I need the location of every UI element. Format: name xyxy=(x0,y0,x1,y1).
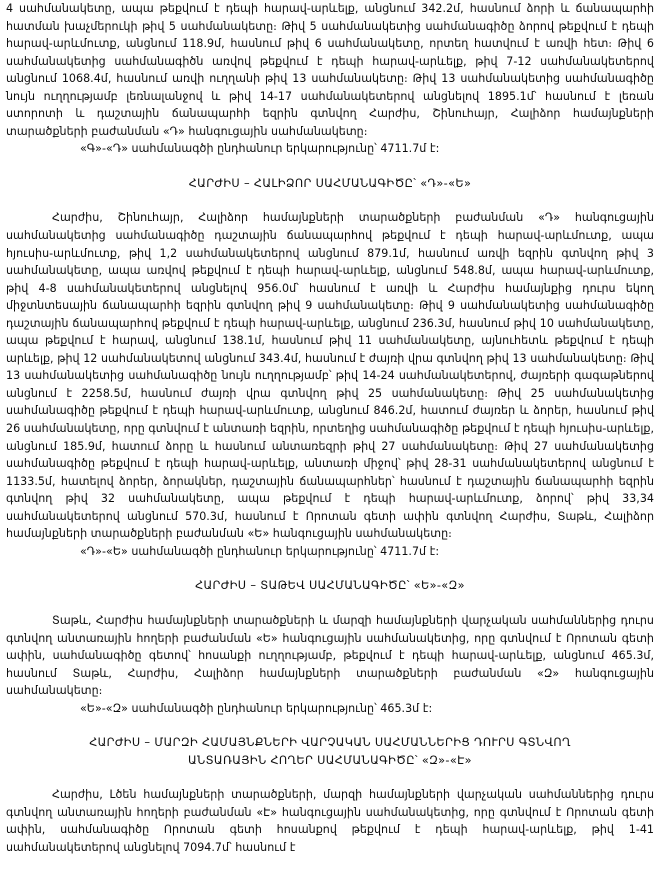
spacer-after-heading-z-e2 xyxy=(6,769,654,786)
section-heading-harzhis-forest-lands-line2: ԱՆՏԱՌԱՅԻՆ ՀՈՂԵՐ ՍԱՀՄԱՆԱԳԻԾԸ՝ «Զ»-«Է» xyxy=(188,753,472,767)
spacer-after-heading-d-e xyxy=(6,192,654,209)
spacer-before-heading-e-z xyxy=(6,560,654,577)
result-length-d-e: «Դ»-«Ե» սահմանագծի ընդհանուր երկարությունը՝ 4711.7մ է: xyxy=(80,544,440,558)
spacer-after-heading-e-z xyxy=(6,595,654,612)
document-body xyxy=(6,0,654,857)
section-heading-harzhis-forest-lands-line1: ՀԱՐԺԻՍ – ՄԱՐԶԻ ՀԱՄԱՅՆՔՆԵՐԻ ՎԱՐՉԱԿԱՆ ՍԱՀՄԱՆՆԵՐԻՑ ԴՈՒՐՍ ԳՏՆՎՈՂ xyxy=(89,736,571,750)
paragraph-boundary-e-z: Տաթև, Հարժիս համայնքների տարածքների և մարզի համայնքների վարչական սահմաններից դուրս գտնվող անտառային հողերի բաժանման «Ե» հանգուցային սահմանակետից, որը գտնվում է Որոտան գետի ափին, սահմանագիծը գետով՝ հոսանքի ուղղությամբ, թեքվում է դեպի հարավ-արևելք, անցնում 465.3մ, հասնում Տաթև, Հարժիս, Հալիձոր համայնքների տարածքների բաժանման «Զ» հանգուցային սահմանակետը։ xyxy=(6,613,654,698)
result-length-g-d: «Գ»-«Դ» սահմանագծի ընդհանուր երկարությունը՝ 4711.7մ է: xyxy=(80,142,440,156)
spacer-before-heading-d-e xyxy=(6,158,654,175)
section-heading-harzhis-tatev: ՀԱՐԺԻՍ – ՏԱԹԵՎ ՍԱՀՄԱՆԱԳԻԾԸ՝ «Ե»-«Զ» xyxy=(195,579,465,593)
paragraph-boundary-z-e2: Հարժիս, Լծեն համայնքների տարածքների, մարզի համայնքների վարչական սահմաններից դուրս գտնվող անտառային հողերի բաժանման «Է» հանգուցային սահմանակետից, որը գտնվում է Որոտան գետի ափին, սահմանագիծը Որոտան գետի հոսանքով թեքվում է դեպի հարավ-արևելք, թիվ 1-41 սահմանակետերով անցնելով 7094.7մ՝ հասնում է xyxy=(6,788,654,854)
spacer-before-heading-z-e2 xyxy=(6,717,654,734)
paragraph-boundary-g-d-continued: 4 սահմանակետը, ապա թեքվում է դեպի հարավ-արևելք, անցնում 342.2մ, հասնում ձորի և ճանապարհի հատման խաչմերուկի թիվ 5 սահմանակետը։ Թիվ 5 սահմանակետից սահմանագիծը ձորով թեքվում է դեպի հարավ-արևմուտք, անցնում 118.9մ, հասնում թիվ 6 սահմանակետը, որտեղ հատվում է առվի հետ։ Թիվ 6 սահմանակետից սահմանագիծն առվով թեքվում է դեպի հարավ-արևելք, թիվ 7-12 սահմանակետերով անցնում 1068.4մ, հասնում առվի ուղղանի թիվ 13 սահմանակետը։ Թիվ 13 սահմանակետից սահմանագիծը նույն ուղղությամբ լեռնալանջով և թիվ 14-17 սահմանակետերով անցնելով 1895.1մ՝ հասնում է լեռան ստորոտի և դաշտային ճանապարհի եզրին գտնվող Հարժիս, Շինուհայր, Հալիձոր համայնքների տարածքների բաժանման «Դ» հանգուցային սահմանակետը։ xyxy=(6,2,654,138)
result-length-e-z: «Ե»-«Զ» սահմանագծի ընդհանուր երկարությունը՝ 465.3մ է: xyxy=(80,701,433,715)
paragraph-boundary-d-e: Հարժիս, Շինուհայր, Հալիձոր համայնքների տարածքների բաժանման «Դ» հանգուցային սահմանակետից սահմանագիծը դաշտային ճանապարհով թեքվում է դեպի հարավ-արևմուտք, ապա հյուսիս-արևմուտք, թիվ 1,2 սահմանակետերով անցնում 879.1մ, հասնում առվի եզրին գտնվող թիվ 3 սահմանակետը, ապա առվով թեքվում է դեպի հարավ-արևելք, անցնում 548.8մ, ապա հարավ-արևմուտք, թիվ 4-8 սահմանակետերով անցնելով 956.0մ՝ հասնում է առվի և Հարժիս համայնքից դուրս եկող միջտնտեսային ճանապարհի եզրին գտնվող թիվ 9 սահմանակետը։ Թիվ 9 սահմանակետից սահմանագիծը դաշտային ճանապարհով թեքվում է դեպի հարավ-արևելք, անցնում 236.3մ, հասնում թիվ 10 սահմանակետը, ապա թեքվում է հարավ, անցնում 138.1մ, հասնում թիվ 11 սահմանակետը, այնուհետև թեքվում է դեպի արևելք, թիվ 12 սահմանակետով անցնում 343.4մ, հասնում է ժայռի վրա գտնվող թիվ 13 սահմանակետը։ Թիվ 13 սահմանակետից սահմանագիծը նույն ուղղությամբ՝ թիվ 14-24 սահմանակետերով, ժայռերի գագաթներով անցնում է 2258.5մ, հասնում ժայռի վրա գտնվող թիվ 25 սահմանակետը։ Թիվ 25 սահմանակետից սահմանագիծը թեքվում է դեպի հարավ-արևմուտք, անցնում 846.2մ, հատում ժայռեր և ձորեր, հասնում թիվ 26 սահմանակետը, որը գտնվում է անտառի եզրին, որտեղից սահմանագիծը թեքվում է դեպի հյուսիս-արևելք, անցնում 185.9մ, հատում ձորը և հասնում անտառեզրի թիվ 27 սահմանակետը։ Թիվ 27 սահմանակետից սահմանագիծը թեքվում է դեպի հարավ-արևելք, անտառի միջով՝ թիվ 28-31 սահմանակետերով անցնում է 1133.5մ, հատելով ձորեր, ձորակներ, դաշտային ճանապարհներ՝ հասնում է դաշտային ճանապարհի եզրին գտնվող թիվ 32 սահմանակետը, ապա թեքվում է դեպի հարավ-արևմուտք, ձորով՝ թիվ 33,34 սահմանակետերով անցնում 570.3մ, հասնում է Որոտան գետի ափին գտնվող Հարժիս, Տաթև, Հալիձոր համայնքների տարածքների բաժանման «Ե» հանգուցային սահմանակետը։ xyxy=(6,211,654,541)
section-heading-harzhis-halidzor: ՀԱՐԺԻՍ – ՀԱԼԻՁՈՐ ՍԱՀՄԱՆԱԳԻԾԸ՝ «Դ»-«Ե» xyxy=(188,176,472,190)
